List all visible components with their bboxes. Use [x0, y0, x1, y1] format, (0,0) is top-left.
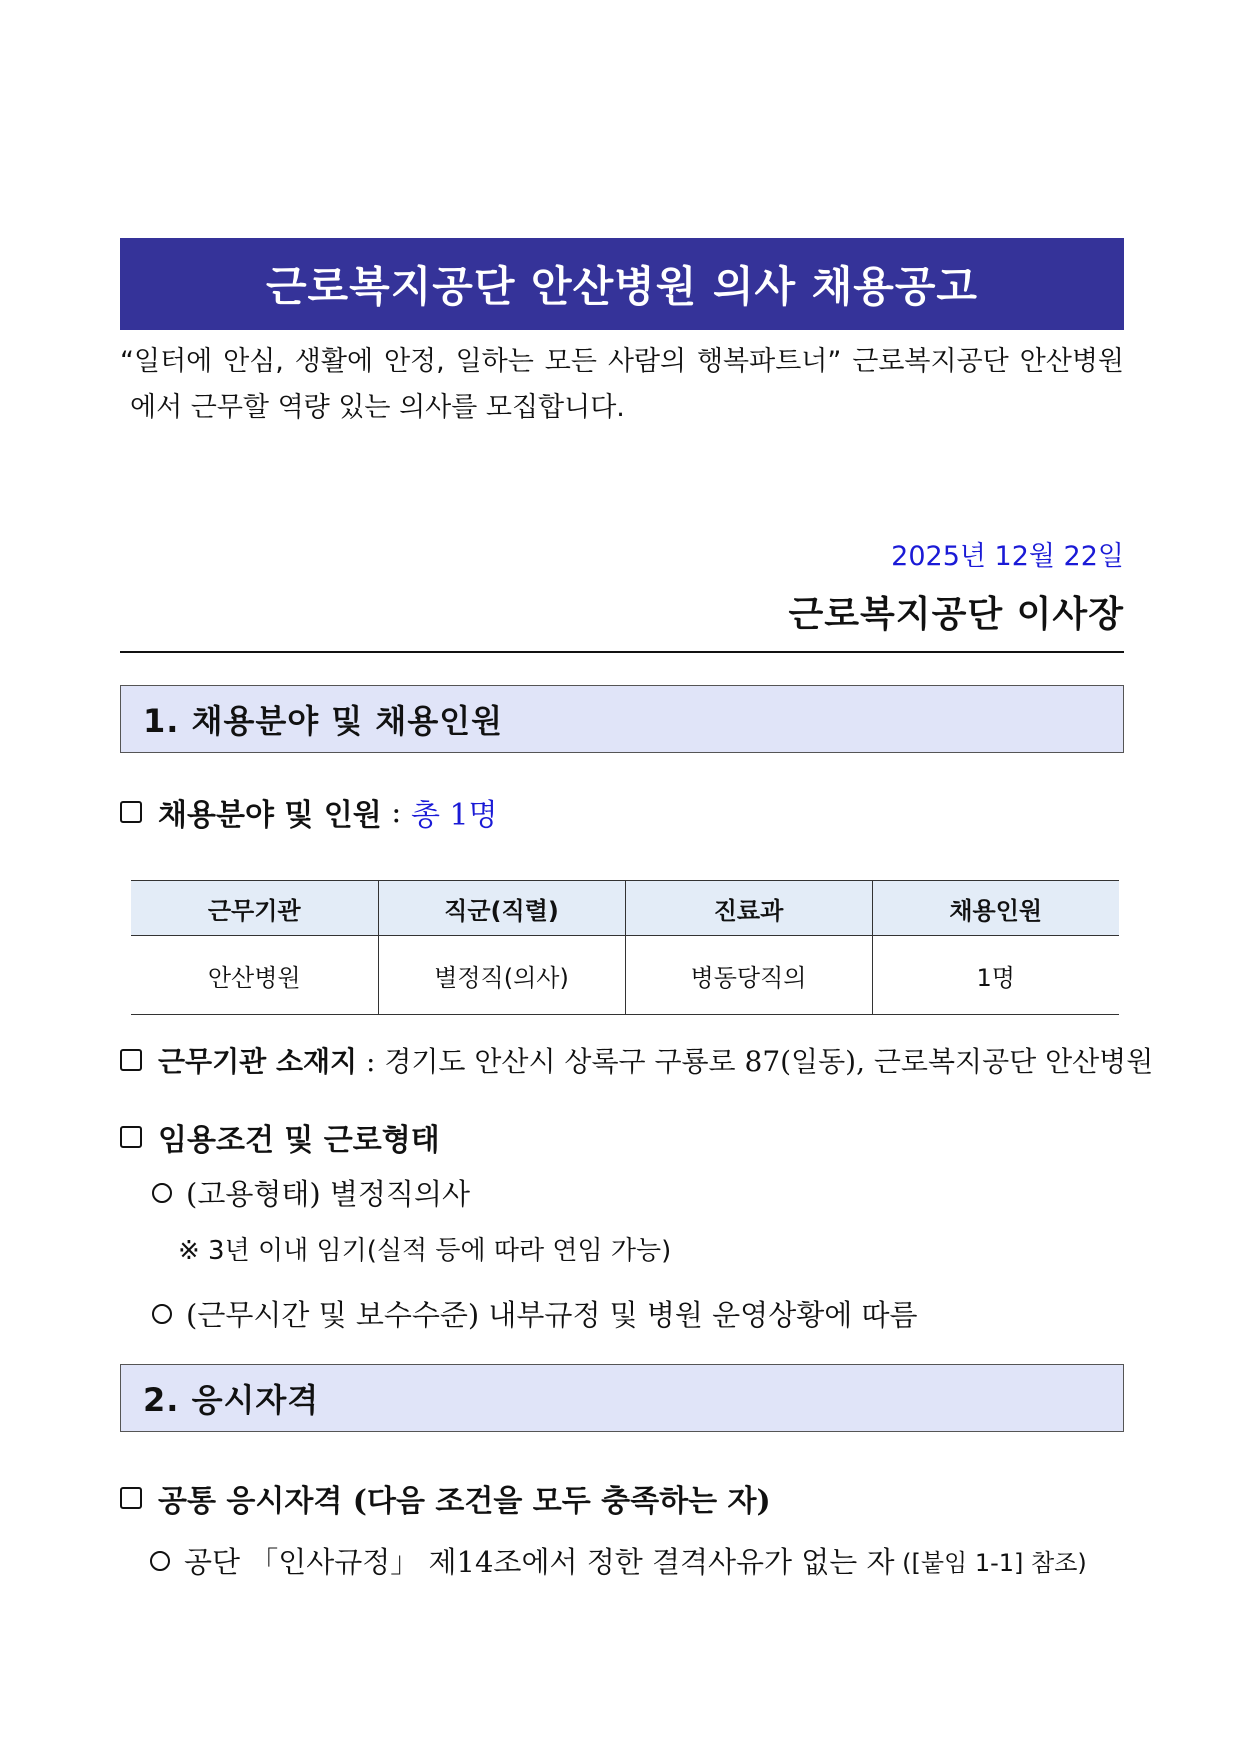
- issuer: 근로복지공단 이사장: [788, 594, 1124, 635]
- condition-item-1-text: (고용형태) 별정직의사: [186, 1177, 470, 1211]
- table-header-cell: 근무기관: [131, 881, 378, 936]
- recruit-table: [131, 880, 1119, 1015]
- divider: [120, 651, 1124, 653]
- qualification-item-1: [150, 1540, 1087, 1581]
- table-row: [131, 936, 1119, 1015]
- table-header-cell: 채용인원: [872, 881, 1119, 936]
- circle-bullet-icon: [150, 1551, 170, 1571]
- recruit-field-bullet: [120, 790, 498, 834]
- recruit-field-label: 채용분야 및 인원: [158, 798, 382, 833]
- common-qualification-bullet: [120, 1476, 771, 1520]
- section-2-title: 2. 응시자격: [143, 1381, 320, 1419]
- table-header-cell: 직군(직렬): [378, 881, 625, 936]
- table-cell: 병동당직의: [625, 936, 872, 1015]
- table-cell: 별정직(의사): [378, 936, 625, 1015]
- qualification-item-1-ref: ([붙임 1-1] 참조): [894, 1549, 1087, 1577]
- section-2-header: [120, 1364, 1124, 1432]
- table-cell: 안산병원: [131, 936, 378, 1015]
- condition-note: ※ 3년 이내 임기(실적 등에 따라 연임 가능): [178, 1236, 672, 1266]
- circle-bullet-icon: [152, 1183, 172, 1203]
- location-bullet: [120, 1040, 1153, 1080]
- circle-bullet-icon: [152, 1304, 172, 1324]
- section-1-title: 1. 채용분야 및 채용인원: [143, 702, 504, 740]
- intro-line-2: 에서 근무할 역량 있는 의사를 모집합니다.: [130, 392, 625, 423]
- notice-date: 2025년 12월 22일: [891, 541, 1124, 572]
- conditions-label: 임용조건 및 근로형태: [158, 1123, 440, 1158]
- checkbox-square-icon: [120, 1049, 142, 1071]
- table-cell: 1명: [872, 936, 1119, 1015]
- recruit-field-sep: :: [381, 794, 411, 830]
- notice-title: 근로복지공단 안산병원 의사 채용공고: [120, 238, 1124, 330]
- checkbox-square-icon: [120, 801, 142, 823]
- condition-item-1: [152, 1172, 470, 1213]
- conditions-bullet: [120, 1115, 440, 1159]
- common-qualification-label: 공통 응시자격 (다음 조건을 모두 충족하는 자): [158, 1484, 771, 1519]
- recruit-field-value: 총 1명: [410, 798, 498, 833]
- qualification-item-1-text: 공단 「인사규정」 제14조에서 정한 결격사유가 없는 자: [184, 1545, 895, 1579]
- checkbox-square-icon: [120, 1126, 142, 1148]
- table-header-cell: 진료과: [625, 881, 872, 936]
- intro-line-1: “일터에 안심, 생활에 안정, 일하는 모든 사람의 행복파트너” 근로복지공단 안산병원: [120, 346, 1124, 377]
- condition-item-2: [152, 1293, 917, 1334]
- section-1-header: [120, 685, 1124, 753]
- table-header-row: [131, 881, 1119, 936]
- location-label: 근무기관 소재지: [158, 1045, 358, 1078]
- checkbox-square-icon: [120, 1487, 142, 1509]
- condition-item-2-text: (근무시간 및 보수수준) 내부규정 및 병원 운영상황에 따름: [186, 1298, 918, 1332]
- location-value: : 경기도 안산시 상록구 구룡로 87(일동), 근로복지공단 안산병원: [357, 1045, 1154, 1078]
